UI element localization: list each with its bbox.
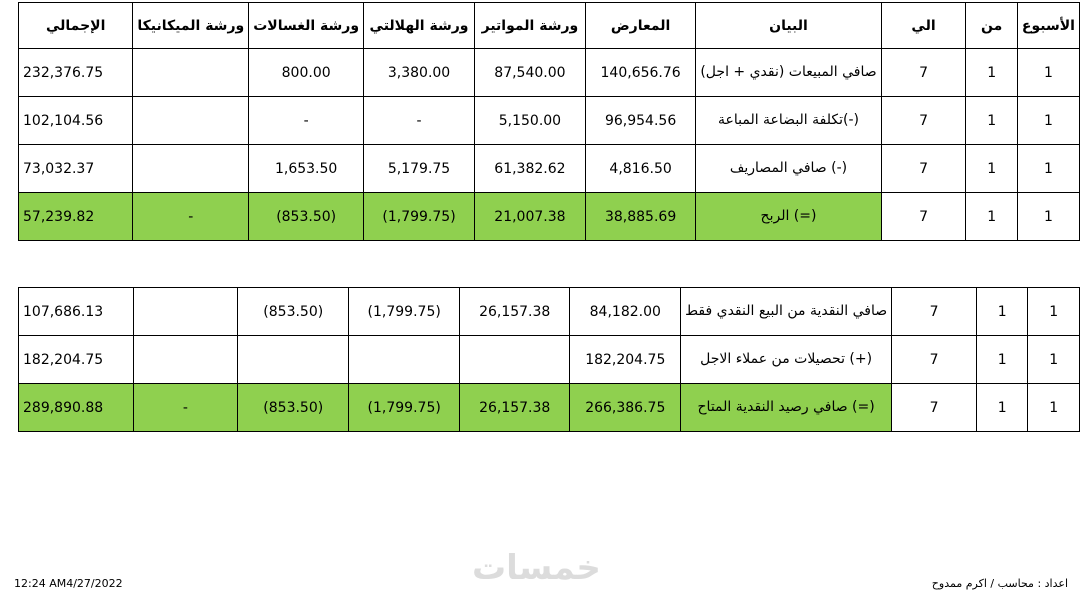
motors-cell: 26,157.38 [459,384,570,432]
col-header-helalti: ورشة الهلالتي [364,3,475,49]
col-header-from: من [966,3,1017,49]
table-row [19,49,1080,97]
statement-cell: (=) صافي رصيد النقدية المتاح [681,384,892,432]
mechanics-cell: - [133,384,238,432]
motors-cell: 87,540.00 [475,49,586,97]
col-header-to: الي [881,3,966,49]
washers-cell [238,336,349,384]
from-cell: 1 [966,145,1017,193]
helalti-cell: (1,799.75) [349,288,460,336]
from-cell: 1 [977,336,1028,384]
header-row [19,3,1080,49]
total-cell: 232,376.75 [19,49,133,97]
cash-balance-row [19,384,1080,432]
col-header-motors: ورشة المواتير [475,3,586,49]
from-cell: 1 [966,193,1017,241]
col-header-mechanics: ورشة الميكانيكا [133,3,249,49]
total-cell: 73,032.37 [19,145,133,193]
total-cell: 182,204.75 [19,336,134,384]
statement-cell: (=) الربح [696,193,881,241]
mechanics-cell [133,336,238,384]
week-cell: 1 [1017,97,1079,145]
col-header-showrooms: المعارض [585,3,695,49]
to-cell: 7 [892,384,977,432]
table-row [19,288,1080,336]
total-cell: 102,104.56 [19,97,133,145]
statement-cell: (-)تكلفة البضاعة المباعة [696,97,881,145]
watermark-logo: خمسات [472,548,601,588]
motors-cell: 21,007.38 [475,193,586,241]
col-header-statement: البيان [696,3,881,49]
washers-cell: (853.50) [249,193,364,241]
from-cell: 1 [966,97,1017,145]
helalti-cell: (1,799.75) [349,384,460,432]
statement-cell: (-) صافي المصاريف [696,145,881,193]
col-header-total: الإجمالي [19,3,133,49]
total-cell: 107,686.13 [19,288,134,336]
from-cell: 1 [977,384,1028,432]
total-cell: 289,890.88 [19,384,134,432]
week-cell: 1 [1017,49,1079,97]
mechanics-cell [133,49,249,97]
helalti-cell: 3,380.00 [364,49,475,97]
week-cell: 1 [1017,145,1079,193]
col-header-week: الأسبوع [1017,3,1079,49]
showrooms-cell: 140,656.76 [585,49,695,97]
cash-table [18,287,1080,432]
mechanics-cell [133,288,238,336]
from-cell: 1 [977,288,1028,336]
profit-table [18,2,1080,241]
helalti-cell: (1,799.75) [364,193,475,241]
showrooms-cell: 96,954.56 [585,97,695,145]
mechanics-cell: - [133,193,249,241]
table-row [19,336,1080,384]
washers-cell: 800.00 [249,49,364,97]
col-header-washers: ورشة الغسالات [249,3,364,49]
week-cell: 1 [1028,336,1080,384]
to-cell: 7 [881,97,966,145]
to-cell: 7 [881,145,966,193]
helalti-cell [349,336,460,384]
helalti-cell: - [364,97,475,145]
mechanics-cell [133,145,249,193]
from-cell: 1 [966,49,1017,97]
showrooms-cell: 182,204.75 [570,336,681,384]
washers-cell: 1,653.50 [249,145,364,193]
week-cell: 1 [1028,288,1080,336]
table-row [19,145,1080,193]
profit-row [19,193,1080,241]
to-cell: 7 [892,336,977,384]
showrooms-cell: 38,885.69 [585,193,695,241]
statement-cell: صافي المبيعات (نقدي + اجل) [696,49,881,97]
to-cell: 7 [892,288,977,336]
motors-cell: 26,157.38 [459,288,570,336]
motors-cell [459,336,570,384]
footer-prepared-by: اعداد : محاسب / اكرم ممدوح [931,577,1068,590]
motors-cell: 61,382.62 [475,145,586,193]
showrooms-cell: 266,386.75 [570,384,681,432]
washers-cell: (853.50) [238,288,349,336]
footer-datetime: 12:24 AM4/27/2022 [14,577,123,590]
week-cell: 1 [1028,384,1080,432]
washers-cell: (853.50) [238,384,349,432]
mechanics-cell [133,97,249,145]
washers-cell: - [249,97,364,145]
showrooms-cell: 4,816.50 [585,145,695,193]
week-cell: 1 [1017,193,1079,241]
statement-cell: صافي النقدية من البيع النقدي فقط [681,288,892,336]
total-cell: 57,239.82 [19,193,133,241]
to-cell: 7 [881,193,966,241]
showrooms-cell: 84,182.00 [570,288,681,336]
motors-cell: 5,150.00 [475,97,586,145]
statement-cell: (+) تحصيلات من عملاء الاجل [681,336,892,384]
helalti-cell: 5,179.75 [364,145,475,193]
to-cell: 7 [881,49,966,97]
table-row [19,97,1080,145]
